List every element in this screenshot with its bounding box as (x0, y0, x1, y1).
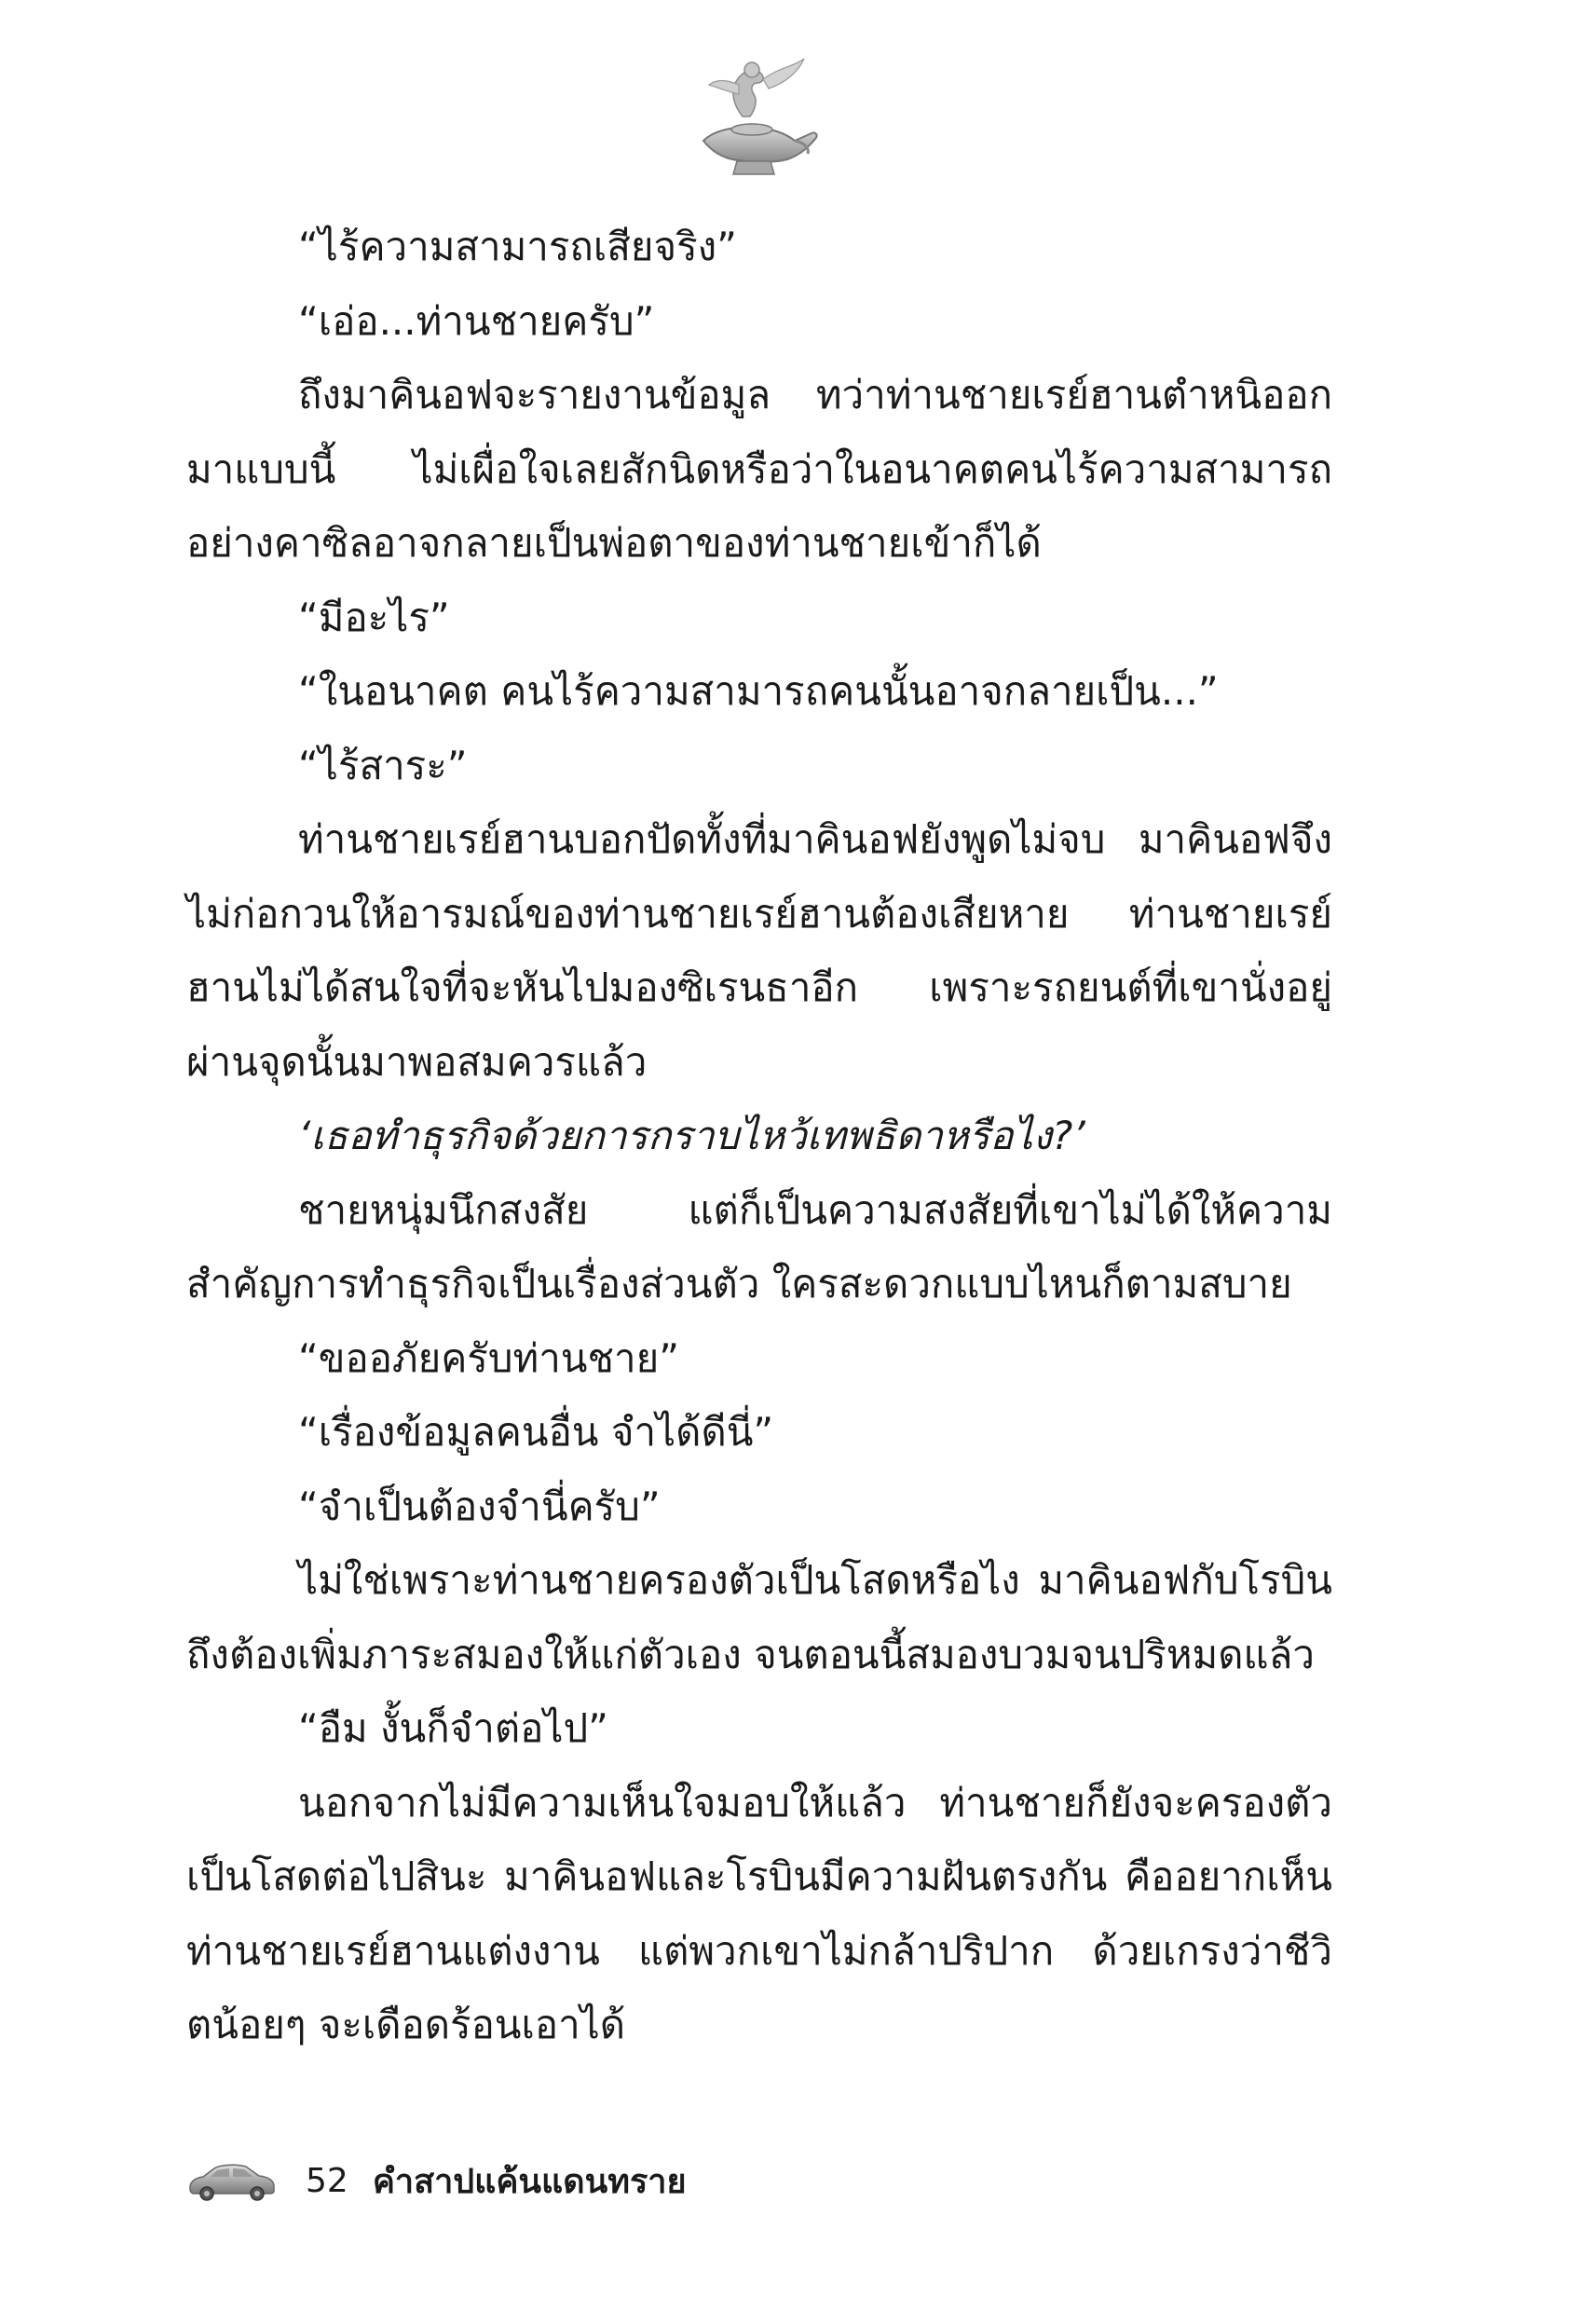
page-footer (186, 2143, 687, 2218)
paragraph: “อืม งั้นก็จำต่อไป” (298, 1705, 608, 1751)
paragraph: “จำเป็นต้องจำนี่ครับ” (298, 1483, 661, 1529)
paragraph: “ไร้สาระ” (298, 742, 468, 788)
paragraph: ท่านชายเรย์ฮานบอกปัดทั้งที่มาคินอฟยังพูดไม่จบ มาคินอฟจึงไม่ก่อกวนให้อารมณ์ของท่านชายเรย์ฮานต้องเสียหาย ท่านชายเรย์ฮานไม่ได้สนใจที่จะหันไปมองซิเรนธาอีก เพราะรถยนต์ที่เขานั่งอยู่ผ่านจุดนั้นมาพอสมควรแล้ว (186, 816, 1332, 1085)
paragraph: ชายหนุ่มนึกสงสัย แต่ก็เป็นความสงสัยที่เขาไม่ได้ให้ความสำคัญการทำธุรกิจเป็นเรื่องส่วนตัว ใครสะดวกแบบไหนก็ตามสบาย (186, 1186, 1332, 1306)
paragraph: ถึงมาคินอฟจะรายงานข้อมูล ทว่าท่านชายเรย์ฮานตำหนิออกมาแบบนี้ ไม่เผื่อใจเลยสักนิดหรือว่าในอนาคตคนไร้ความสามารถอย่างคาซิลอาจกลายเป็นพ่อตาของท่านชายเข้าก็ได้ (186, 372, 1332, 566)
paragraph: ไม่ใช่เพราะท่านชายครองตัวเป็นโสดหรือไง มาคินอฟกับโรบินถึงต้องเพิ่มภาระสมองให้แก่ตัวเอง จนตอนนี้สมองบวมจนปริหมดแล้ว (186, 1557, 1332, 1677)
paragraph: “ขออภัยครับท่านชาย” (298, 1334, 679, 1381)
paragraph: “ไร้ความสามารถเสียจริง” (298, 224, 737, 269)
car-icon (186, 2157, 278, 2204)
page-number: 52 (306, 2161, 348, 2200)
paragraph: นอกจากไม่มีความเห็นใจมอบให้แล้ว ท่านชายก็ยังจะครองตัวเป็นโสดต่อไปสินะ มาคินอฟและโรบินมีความฝันตรงกัน คืออยากเห็นท่านชายเรย์ฮานแต่งงาน แต่พวกเขาไม่กล้าปริปาก ด้วยเกรงว่าชีวิตน้อยๆ จะเดือดร้อนเอาได้ (186, 1779, 1332, 2047)
paragraph: “ในอนาคต คนไร้ความสามารถคนนั้นอาจกลายเป็น...” (298, 668, 1219, 714)
paragraph: “มีอะไร” (298, 594, 450, 640)
body-text (186, 210, 1332, 2062)
book-title: คำสาปแค้นแดนทราย (372, 2162, 687, 2201)
paragraph: “เอ่อ...ท่านชายครับ” (298, 297, 655, 344)
genie-lamp-icon (685, 51, 825, 182)
italic-thought-paragraph: ‘เธอทำธุรกิจด้วยการกราบไหว้เทพธิดาหรือไง?’ (298, 1113, 1085, 1158)
paragraph: “เรื่องข้อมูลคนอื่น จำได้ดีนี่” (298, 1409, 774, 1455)
